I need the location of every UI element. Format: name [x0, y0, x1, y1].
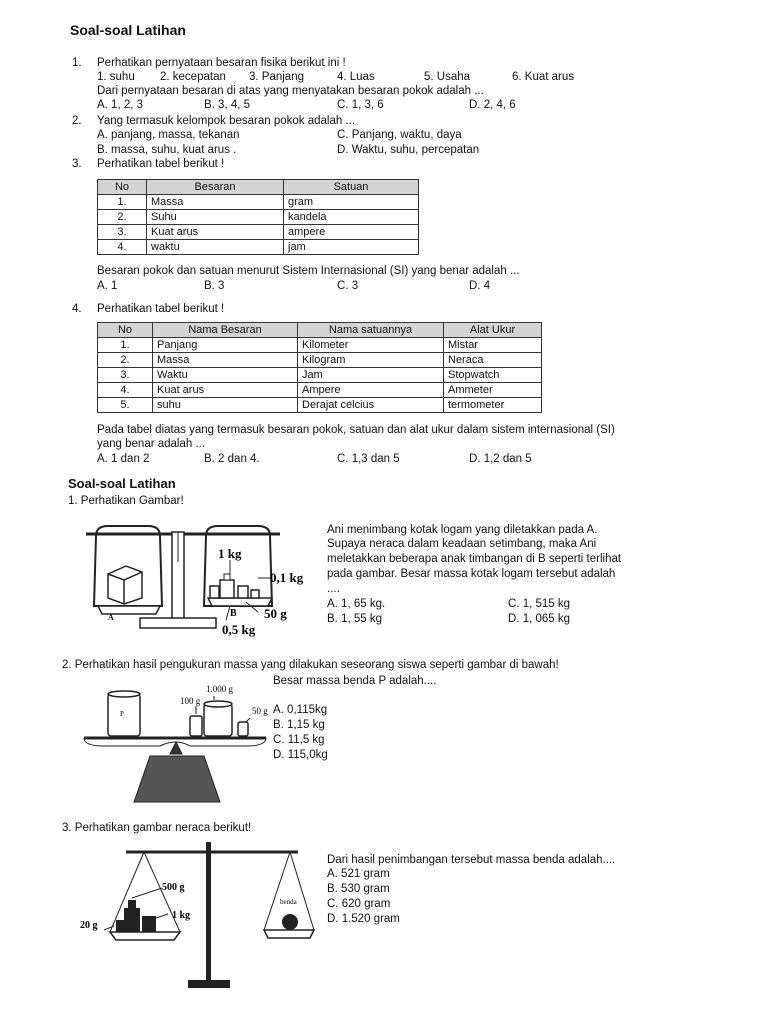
- table-row: [98, 398, 542, 413]
- q3-option-d[interactable]: D. 4: [469, 280, 491, 292]
- table-cell: Kuat arus: [153, 383, 298, 398]
- table-cell: Mistar: [444, 338, 542, 353]
- q1-question: Dari pernyataan besaran di atas yang menyatakan besaran pokok adalah ...: [97, 85, 484, 97]
- table-cell: gram: [284, 195, 419, 210]
- q4-question-line1: Pada tabel diatas yang termasuk besaran pokok, satuan dan alat ukur dalam sistem internasional (SI): [97, 424, 615, 436]
- table-cell: waktu: [147, 240, 284, 255]
- q4-option-d[interactable]: D. 1,2 dan 5: [469, 453, 532, 465]
- table-cell: 2.: [98, 210, 147, 225]
- p2-option-d[interactable]: D. 115,0kg: [273, 749, 328, 761]
- table-cell: ampere: [284, 225, 419, 240]
- q3-number: 3.: [72, 158, 82, 170]
- q3-question: Besaran pokok dan satuan menurut Sistem Internasional (SI) yang benar adalah ...: [97, 265, 520, 277]
- table-cell: suhu: [153, 398, 298, 413]
- table-cell: 2.: [98, 353, 153, 368]
- p1-text-line: Supaya neraca dalam keadaan setimbang, maka Ani: [327, 538, 597, 550]
- q1-number: 1.: [72, 57, 82, 69]
- table-cell: 4.: [98, 383, 153, 398]
- table-header: Alat Ukur: [444, 323, 542, 338]
- p2-option-b[interactable]: B. 1,15 kg: [273, 719, 325, 731]
- table-cell: termometer: [444, 398, 542, 413]
- p1-label-a: A: [108, 613, 114, 622]
- table-cell: Suhu: [147, 210, 284, 225]
- table-row: [98, 210, 419, 225]
- table-cell: Jam: [298, 368, 444, 383]
- q4-table: [97, 322, 542, 413]
- table-cell: Neraca: [444, 353, 542, 368]
- q4-option-a[interactable]: A. 1 dan 2: [97, 453, 150, 465]
- p1-text-line: ....: [327, 583, 340, 595]
- table-cell: Ammeter: [444, 383, 542, 398]
- table-row: [98, 240, 419, 255]
- table-cell: Kilometer: [298, 338, 444, 353]
- table-cell: Derajat celcius: [298, 398, 444, 413]
- p2-option-a[interactable]: A. 0,115kg: [273, 704, 328, 716]
- p1-option-a[interactable]: A. 1, 65 kg.: [327, 598, 386, 610]
- table-cell: Waktu: [153, 368, 298, 383]
- q4-question-line2: yang benar adalah ...: [97, 438, 206, 450]
- p3-option-b[interactable]: B. 530 gram: [327, 883, 390, 895]
- p2-label-100g: 100 g: [180, 696, 201, 706]
- q2-option-c[interactable]: C. Panjang, waktu, daya: [337, 129, 462, 141]
- table-cell: Panjang: [153, 338, 298, 353]
- p1-option-b[interactable]: B. 1, 55 kg: [327, 613, 382, 625]
- table-cell: Ampere: [298, 383, 444, 398]
- p1-text-line: Ani menimbang kotak logam yang diletakkan pada A.: [327, 524, 598, 536]
- p1-text-line: pada gambar. Besar massa kotak logam tersebut adalah: [327, 568, 616, 580]
- p2-label-1000g: 1.000 g: [206, 684, 233, 694]
- p3-option-d[interactable]: D. 1.520 gram: [327, 913, 400, 925]
- q4-option-b[interactable]: B. 2 dan 4.: [204, 453, 260, 465]
- table-cell: Kilogram: [298, 353, 444, 368]
- p3-question: Dari hasil penimbangan tersebut massa benda adalah....: [327, 854, 616, 866]
- q4-prompt: Perhatikan tabel berikut !: [97, 303, 225, 315]
- p1-label-1kg: 1 kg: [218, 546, 242, 561]
- p1-label-b: B: [230, 608, 237, 619]
- table-header: No: [98, 323, 153, 338]
- q2-option-a[interactable]: A. panjang, massa, tekanan: [97, 129, 240, 141]
- p3-prompt: 3. Perhatikan gambar neraca berikut!: [62, 822, 252, 834]
- q3-option-b[interactable]: B. 3: [204, 280, 225, 292]
- table-header: Satuan: [284, 180, 419, 195]
- p3-object-label: benda: [280, 898, 297, 906]
- q4-number: 4.: [72, 303, 82, 315]
- table-cell: 3.: [98, 368, 153, 383]
- p3-option-a[interactable]: A. 521 gram: [327, 868, 390, 880]
- p1-text-line: meletakkan beberapa anak timbangan di B seperti terlihat: [327, 553, 622, 565]
- q3-option-a[interactable]: A. 1: [97, 280, 118, 292]
- p3-label-20g: 20 g: [80, 920, 98, 931]
- p1-prompt: 1. Perhatikan Gambar!: [68, 495, 184, 507]
- table-row: [98, 195, 419, 210]
- q1-option-b[interactable]: B. 3, 4, 5: [204, 99, 251, 111]
- table-row: [98, 368, 542, 383]
- p2-option-c[interactable]: C. 11,5 kg: [273, 734, 325, 746]
- balance-figure-2: [80, 678, 270, 808]
- table-cell: 1.: [98, 338, 153, 353]
- q2-number: 2.: [72, 115, 82, 127]
- p1-option-c[interactable]: C. 1, 515 kg: [508, 598, 571, 610]
- q1-item: 3. Panjang: [249, 71, 304, 83]
- q1-item: 6. Kuat arus: [512, 71, 575, 83]
- table-cell: 4.: [98, 240, 147, 255]
- q1-option-a[interactable]: A. 1, 2, 3: [97, 99, 144, 111]
- p1-option-d[interactable]: D. 1, 065 kg: [508, 613, 571, 625]
- balance-figure-1: [80, 522, 310, 640]
- q1-item: 1. suhu: [97, 71, 135, 83]
- table-cell: 1.: [98, 195, 147, 210]
- table-header: Nama satuannya: [298, 323, 444, 338]
- q1-prompt: Perhatikan pernyataan besaran fisika berikut ini !: [97, 57, 346, 69]
- q3-table: [97, 179, 419, 255]
- q1-item: 4. Luas: [337, 71, 375, 83]
- q3-prompt: Perhatikan tabel berikut !: [97, 158, 225, 170]
- q1-item: 2. kecepatan: [160, 71, 226, 83]
- q1-item: 5. Usaha: [424, 71, 471, 83]
- q2-prompt: Yang termasuk kelompok besaran pokok adalah ...: [97, 115, 356, 127]
- p1-label-50g: 50 g: [264, 606, 287, 621]
- table-cell: Kuat arus: [147, 225, 284, 240]
- p2-object-label: P: [120, 710, 124, 718]
- q3-option-c[interactable]: C. 3: [337, 280, 359, 292]
- table-cell: jam: [284, 240, 419, 255]
- table-cell: 5.: [98, 398, 153, 413]
- q1-option-d[interactable]: D. 2, 4, 6: [469, 99, 516, 111]
- q2-option-d[interactable]: D. Waktu, suhu, percepatan: [337, 144, 480, 156]
- table-cell: Massa: [147, 195, 284, 210]
- table-header: No: [98, 180, 147, 195]
- table-cell: 3.: [98, 225, 147, 240]
- section-2-title: Soal-soal Latihan: [68, 476, 176, 491]
- p3-label-500g: 500 g: [162, 882, 185, 893]
- table-header-row: [98, 180, 419, 195]
- table-row: [98, 338, 542, 353]
- p3-option-c[interactable]: C. 620 gram: [327, 898, 391, 910]
- table-row: [98, 353, 542, 368]
- table-header: Nama Besaran: [153, 323, 298, 338]
- section-1-title: Soal-soal Latihan: [70, 22, 186, 38]
- balance-figure-3: [76, 838, 316, 996]
- p2-question: Besar massa benda P adalah....: [273, 675, 437, 687]
- p1-label-01kg: 0,1 kg: [270, 570, 304, 585]
- q2-option-b[interactable]: B. massa, suhu, kuat arus .: [97, 144, 237, 156]
- table-cell: Massa: [153, 353, 298, 368]
- table-row: [98, 383, 542, 398]
- p2-label-50g: 50 g: [252, 706, 268, 716]
- table-header-row: [98, 323, 542, 338]
- table-cell: kandela: [284, 210, 419, 225]
- p2-prompt: 2. Perhatikan hasil pengukuran massa yang dilakukan seseorang siswa seperti gambar di bawah!: [62, 659, 559, 671]
- q4-option-c[interactable]: C. 1,3 dan 5: [337, 453, 400, 465]
- table-cell: Stopwatch: [444, 368, 542, 383]
- table-header: Besaran: [147, 180, 284, 195]
- table-row: [98, 225, 419, 240]
- q1-option-c[interactable]: C. 1, 3, 6: [337, 99, 384, 111]
- p3-label-1kg: 1 kg: [172, 910, 191, 921]
- p1-label-05kg: 0,5 kg: [222, 622, 256, 637]
